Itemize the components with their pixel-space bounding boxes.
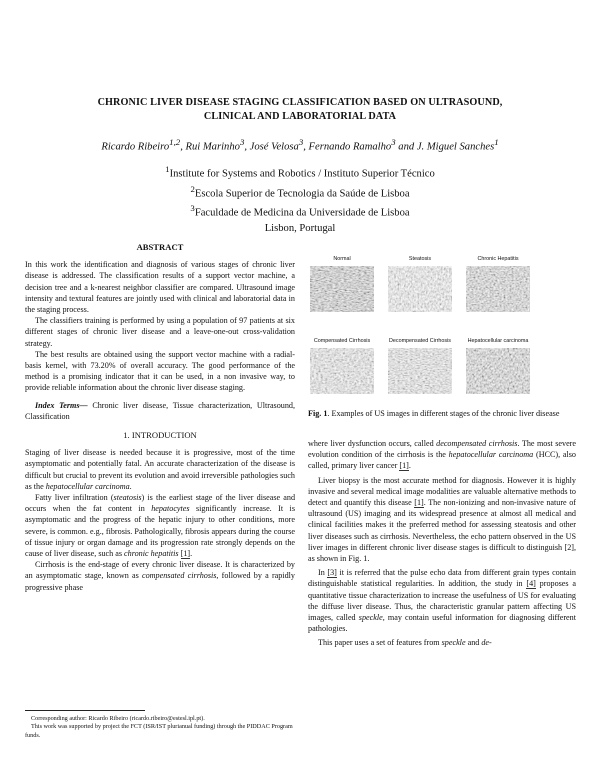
figure-caption-text: . Examples of US images in different stages of the chronic liver disease bbox=[327, 409, 560, 418]
intro-heading: 1. INTRODUCTION bbox=[123, 430, 197, 441]
footnote bbox=[25, 710, 295, 740]
body-paragraph: This paper uses a set of features from speckle and de- bbox=[318, 638, 492, 648]
author-name: Rui Marinho bbox=[185, 141, 240, 153]
ultrasound-image bbox=[388, 266, 452, 312]
author-sup: 1,2 bbox=[169, 137, 181, 147]
right-column bbox=[308, 438, 576, 649]
author-sup: 1 bbox=[494, 137, 499, 147]
body-paragraph: Liver biopsy is the most accurate method for diagnosis. However it is highly invasive and several medical image modalities are valuable alternative methods to detect and quantify this disease [1]. The non-ionizing and non-invasive nature of ultrasound (US) imaging and its widespread presence at almost all medical and clinical facilities makes it the preferred method for assessing steatosis and other liver diseases such as cirrhosis. Nevertheless, the echo pattern observed in the US liver images in different chronic liver disease stages is difficult to distinguish [2], as shown in Fig. 1. bbox=[308, 475, 577, 564]
author-sup: 3 bbox=[391, 137, 396, 147]
author-name: José Velosa bbox=[249, 141, 299, 153]
body-paragraph: In [3] it is referred that the pulse echo data from different grain types contain distinguishable statistical regularities. In addition, the study in [4] proposes a quantitative tissue characterization to increase the usefulness of US for evaluating the diffuse liver disease. Thus, the characteristic granular pattern affecting US images, called speckle, may contain useful information for diagnosing different pathologies. bbox=[308, 568, 576, 634]
citation-link[interactable]: [1] bbox=[399, 461, 409, 471]
figure-label: Compensated Cirrhosis bbox=[313, 338, 371, 344]
abstract-paragraph: The classifiers training is performed by using a population of 97 patients at six different stages of chronic liver disease and a leave-one-out cross-validation strategy. bbox=[25, 316, 295, 348]
title-line-2: CLINICAL AND LABORATORIAL DATA bbox=[203, 111, 397, 122]
author-sup: 3 bbox=[239, 137, 245, 147]
ultrasound-image bbox=[466, 266, 530, 312]
index-terms-label: Index Terms— bbox=[35, 400, 88, 410]
affiliation: $^1$Institute for Systems and Robotics / Instituto Superior Técnico bbox=[165, 164, 435, 180]
location: Lisbon, Portugal bbox=[264, 222, 336, 234]
citation-link[interactable]: [1] bbox=[180, 549, 191, 559]
citation-link[interactable]: [4] bbox=[526, 579, 536, 589]
footnote-rule bbox=[25, 710, 145, 711]
author-sup: 3 bbox=[298, 137, 304, 147]
intro-paragraph: Fatty liver infiltration (steatosis) is the earliest stage of the liver disease and occurs when the fat content in hepatocytes significantly increase. It is asymptomatic and the progress of the hepatic injury to other conditions, more severe, is common. e.g., fibrosis. Pathologically, fibrosis appears during the course of tissue injury or organ damage and its progression rate strongly depends on the cause of liver disease, such as chronic hepatitis [1]. bbox=[25, 493, 296, 559]
author-name: Fernando Ramalho bbox=[308, 141, 392, 153]
author-list: Ricardo Ribeiro$^{1,2}$, Rui Marinho$^3$, José Velosa$^3$, Fernando Ramalho$^3$ and J. Miguel Sanches$^1$ bbox=[101, 137, 499, 153]
footnote-line: This work was supported by project the FCT (ISR/IST plurianual funding) through the PIDDAC Program funds. bbox=[25, 723, 293, 739]
figure-1 bbox=[308, 256, 576, 431]
footnote-line: Corresponding author: Ricardo Ribeiro (ricardo.ribeiro@estesl.ipl.pt). bbox=[31, 715, 205, 722]
paper-title bbox=[40, 96, 560, 124]
title-line-1: CHRONIC LIVER DISEASE STAGING CLASSIFICATION BASED ON ULTRASOUND, bbox=[97, 97, 503, 108]
intro-paragraph: Staging of liver disease is needed because it is progressive, most of the time asymptomatic and potentially fatal. An accurate characterization of the disease is difficult but crucial to prevent its evolution and avoid irreversible pathologies such as the hepatocellular carcinoma. bbox=[25, 448, 295, 491]
figure-caption bbox=[308, 408, 576, 419]
citation-link[interactable]: [3] bbox=[327, 568, 337, 578]
body-paragraph: where liver dysfunction occurs, called decompensated cirrhosis. The most severe evolution condition of the cirrhosis is the hepatocellular carcinoma (HCC), also called, primary liver cancer [1]. bbox=[308, 439, 576, 471]
abstract-heading: ABSTRACT bbox=[136, 242, 184, 252]
figure-label: Hepatocellular carcinoma bbox=[467, 338, 529, 344]
affiliations bbox=[60, 162, 540, 236]
index-terms-text: Chronic liver disease, Tissue characterization, Ultrasound, Classification bbox=[25, 400, 295, 421]
abstract-paragraph: In this work the identification and diagnosis of various stages of chronic liver disease is addressed. The classification results of a support vector machine, a decision tree and a k-nearest neighbor classifier are compared. Ultrasound image intensity and textural features are jointly used with clinical and laboratorial data in the staging process. bbox=[25, 260, 295, 315]
figure-label: Chronic Hepatitis bbox=[477, 256, 519, 262]
ultrasound-image bbox=[310, 266, 374, 312]
ultrasound-image bbox=[310, 348, 374, 394]
figure-caption-label: Fig. 1 bbox=[308, 409, 328, 418]
index-terms bbox=[25, 400, 295, 422]
abstract-paragraph: The best results are obtained using the support vector machine with a radial-basis kernel, with 73.20% of overall accuracy. The good performance of the method is a promising indicator that it can be used, in a non invasive way, to provide reliable information about the chronic liver disease staging. bbox=[25, 349, 295, 393]
ultrasound-image bbox=[388, 348, 452, 394]
intro-paragraph: Cirrhosis is the end-stage of every chronic liver disease. It is characterized by an asymptomatic stage, known as compensated cirrhosis, followed by a rapidly progressive phase bbox=[25, 560, 295, 592]
author-name: J. Miguel Sanches bbox=[416, 141, 495, 153]
affiliation: $^3$Faculdade de Medicina da Universidade de Lisboa bbox=[190, 203, 410, 219]
citation-link[interactable]: [1] bbox=[414, 498, 424, 508]
author-name: Ricardo Ribeiro bbox=[101, 141, 170, 153]
figure-label: Normal bbox=[333, 256, 351, 262]
figure-label: Steatosis bbox=[408, 256, 432, 262]
ultrasound-image bbox=[466, 348, 530, 394]
figure-label: Decompensated Cirrhosis bbox=[388, 338, 452, 344]
left-column bbox=[25, 242, 295, 593]
affiliation: $^2$Escola Superior de Tecnologia da Saúde de Lisboa bbox=[190, 183, 410, 200]
